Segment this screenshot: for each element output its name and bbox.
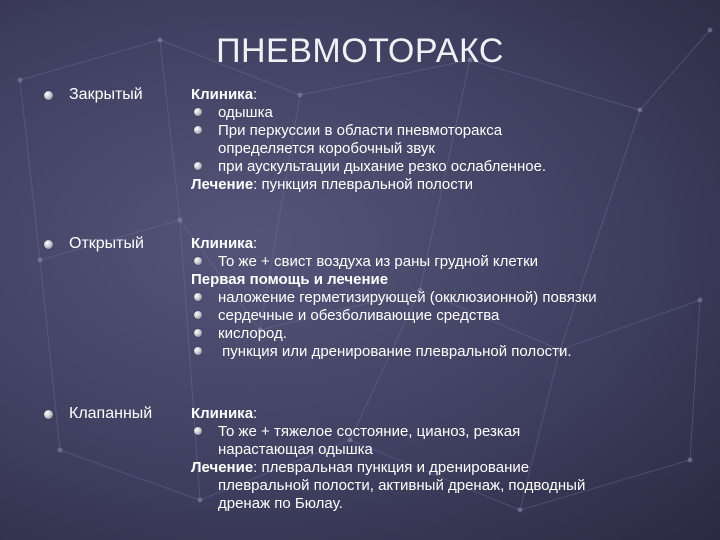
section-type-label: Открытый: [69, 235, 144, 252]
first-aid-heading: Первая помощь и лечение: [191, 271, 389, 288]
list-item: при аускультации дыхание резко ослабленное.: [191, 158, 691, 176]
treatment-continuation: плевральной полости, активный дренаж, подводный: [218, 477, 586, 494]
treatment-continuation: дренаж по Бюлау.: [218, 495, 343, 512]
list-item: То же + свист воздуха из раны грудной клетки: [191, 253, 691, 271]
clinic-heading: Клиника:: [191, 235, 258, 252]
clinic-heading: Клиника:: [191, 86, 258, 103]
clinic-heading: Клиника:: [191, 405, 258, 422]
bullet-icon: [194, 329, 202, 337]
section-details: [191, 405, 691, 513]
list-item: одышка: [191, 104, 691, 122]
treatment-line: Лечение: плевральная пункция и дренирование: [191, 459, 530, 476]
bullet-icon: [44, 410, 53, 419]
list-item: То же + тяжелое состояние, цианоз, резкая нарастающая одышка: [191, 423, 691, 459]
bullet-icon: [194, 162, 202, 170]
section-type-label: Клапанный: [69, 405, 153, 422]
list-item: наложение герметизирующей (окклюзионной) повязки: [191, 289, 691, 307]
section-details: [191, 235, 691, 361]
bullet-icon: [44, 91, 53, 100]
bullet-icon: [194, 347, 202, 355]
list-item: При перкуссии в области пневмоторакса определяется коробочный звук: [191, 122, 691, 158]
list-item: кислород.: [191, 325, 691, 343]
list-item: пункция или дренирование плевральной полости.: [191, 343, 691, 361]
bullet-icon: [194, 293, 202, 301]
bullet-icon: [194, 108, 202, 116]
list-item: сердечные и обезболивающие средства: [191, 307, 691, 325]
treatment-line: Лечение: пункция плевральной полости: [191, 176, 473, 193]
section-type-label: Закрытый: [69, 86, 143, 103]
slide-title: ПНЕВМОТОРАКС: [216, 32, 504, 70]
bullet-icon: [194, 311, 202, 319]
bullet-icon: [194, 257, 202, 265]
bullet-icon: [194, 126, 202, 134]
section-details: [191, 86, 691, 194]
bullet-icon: [44, 240, 53, 249]
bullet-icon: [194, 427, 202, 435]
